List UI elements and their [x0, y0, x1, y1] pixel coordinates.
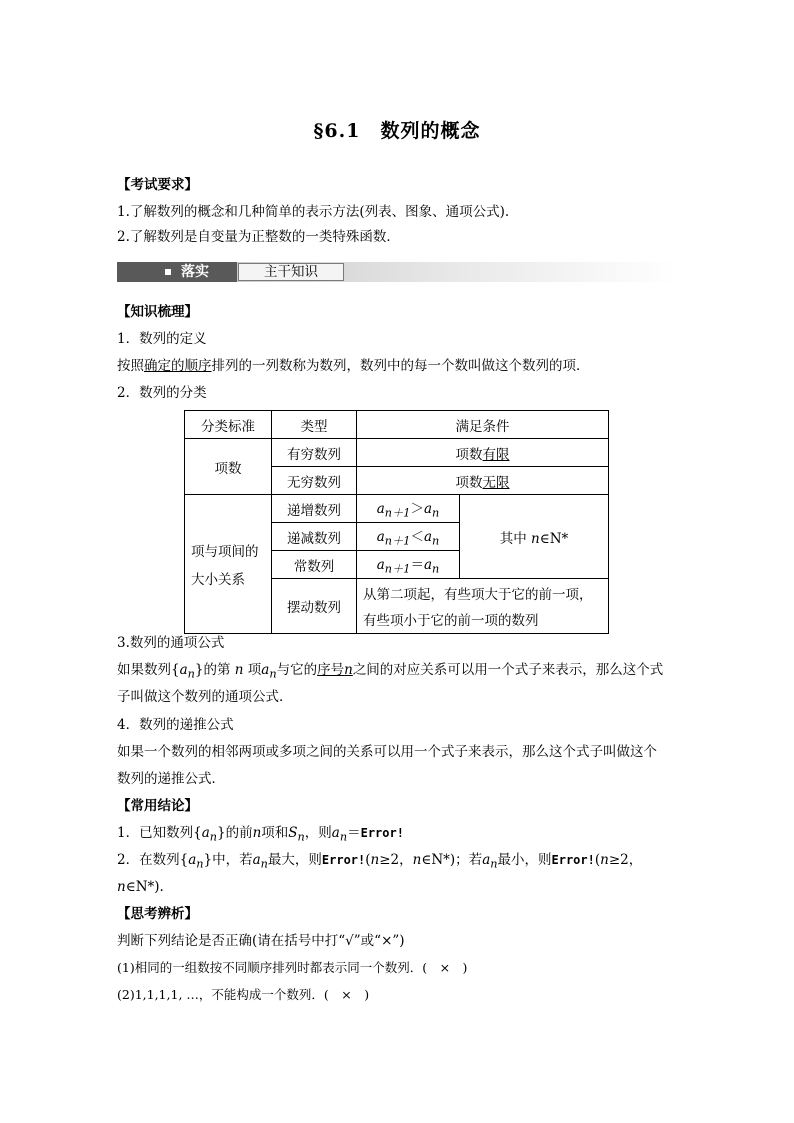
general-term-paragraph-2: 子叫做这个数列的通项公式．	[117, 689, 293, 705]
table-row: 摆动数列 从第二项起，有些项大于它的前一项， 有些项小于它的前一项的数列	[185, 579, 609, 634]
exam-requirement-1: 1.了解数列的概念和几种简单的表示方法(列表、图象、通项公式).	[117, 204, 510, 220]
knowledge-heading: 【知识梳理】	[117, 304, 198, 320]
section-banner	[117, 262, 677, 282]
table-row: 分类标准 类型 满足条件	[185, 411, 609, 439]
banner-box: 主干知识	[238, 263, 344, 281]
section-2-title: 2．数列的分类	[117, 385, 207, 401]
exam-heading: 【考试要求】	[117, 177, 198, 193]
table-row: 常数列 $a_{n+1}=a_n$	[185, 551, 609, 579]
common-heading: 【常用结论】	[117, 798, 198, 814]
think-heading: 【思考辨析】	[117, 906, 198, 922]
exam-requirement-2: 2.了解数列是自变量为正整数的一类特殊函数．	[117, 229, 400, 245]
table-row: 项数 有穷数列 项数有限	[185, 439, 609, 467]
sequence-definition: 按照确定的顺序排列的一列数称为数列，数列中的每一个数叫做这个数列的项．	[117, 358, 590, 374]
section-1-title: 1．数列的定义	[117, 331, 207, 347]
underlined-term: 确定的顺序	[144, 358, 212, 374]
page-title: §6.1 数列的概念	[313, 120, 481, 142]
common-conclusion-1: 1．已知数列$\{a_n\}$的前n项和$S_n$，则$a_n=Error$!	[117, 825, 404, 844]
classification-table	[184, 410, 609, 634]
table-row: 项与项间的 大小关系 递增数列 $a_{n+1}>a_n$ 其中 n∈N*	[185, 495, 609, 523]
table-row: 无穷数列 项数无限	[185, 467, 609, 495]
common-conclusion-2-cont: n∈N*).	[117, 879, 164, 895]
recurrence-paragraph: 如果一个数列的相邻两项或多项之间的关系可以用一个式子来表示，那么这个式子叫做这个	[117, 744, 657, 760]
banner-label: 落实	[181, 264, 209, 280]
think-question-2: (2)1,1,1,1, …，不能构成一个数列．( × )	[117, 987, 370, 1002]
table-row: 递减数列 $a_{n+1}<a_n$	[185, 523, 609, 551]
section-3-title: 3.数列的通项公式	[117, 635, 225, 651]
common-conclusion-2: 2．在数列$\{a_n\}$中，若$a_n$最大，则Error!(n≥2，n∈N*)；若$a_n$最小，则Error!(n≥2，	[117, 852, 643, 871]
banner-dark-block	[117, 262, 237, 282]
square-bullet-icon	[165, 269, 171, 275]
recurrence-paragraph-2: 数列的递推公式．	[117, 771, 225, 787]
think-question-1: (1)相同的一组数按不同顺序排列时都表示同一个数列．( × )	[117, 960, 468, 975]
section-4-title: 4．数列的递推公式	[117, 717, 234, 733]
think-intro: 判断下列结论是否正确(请在括号中打“√”或“×”)	[117, 933, 405, 949]
general-term-paragraph: 如果数列$\{a_n\}$的第 n 项$a_n$与它的序号n之间的对应关系可以用一个式子来表示，那么这个式	[117, 662, 664, 681]
